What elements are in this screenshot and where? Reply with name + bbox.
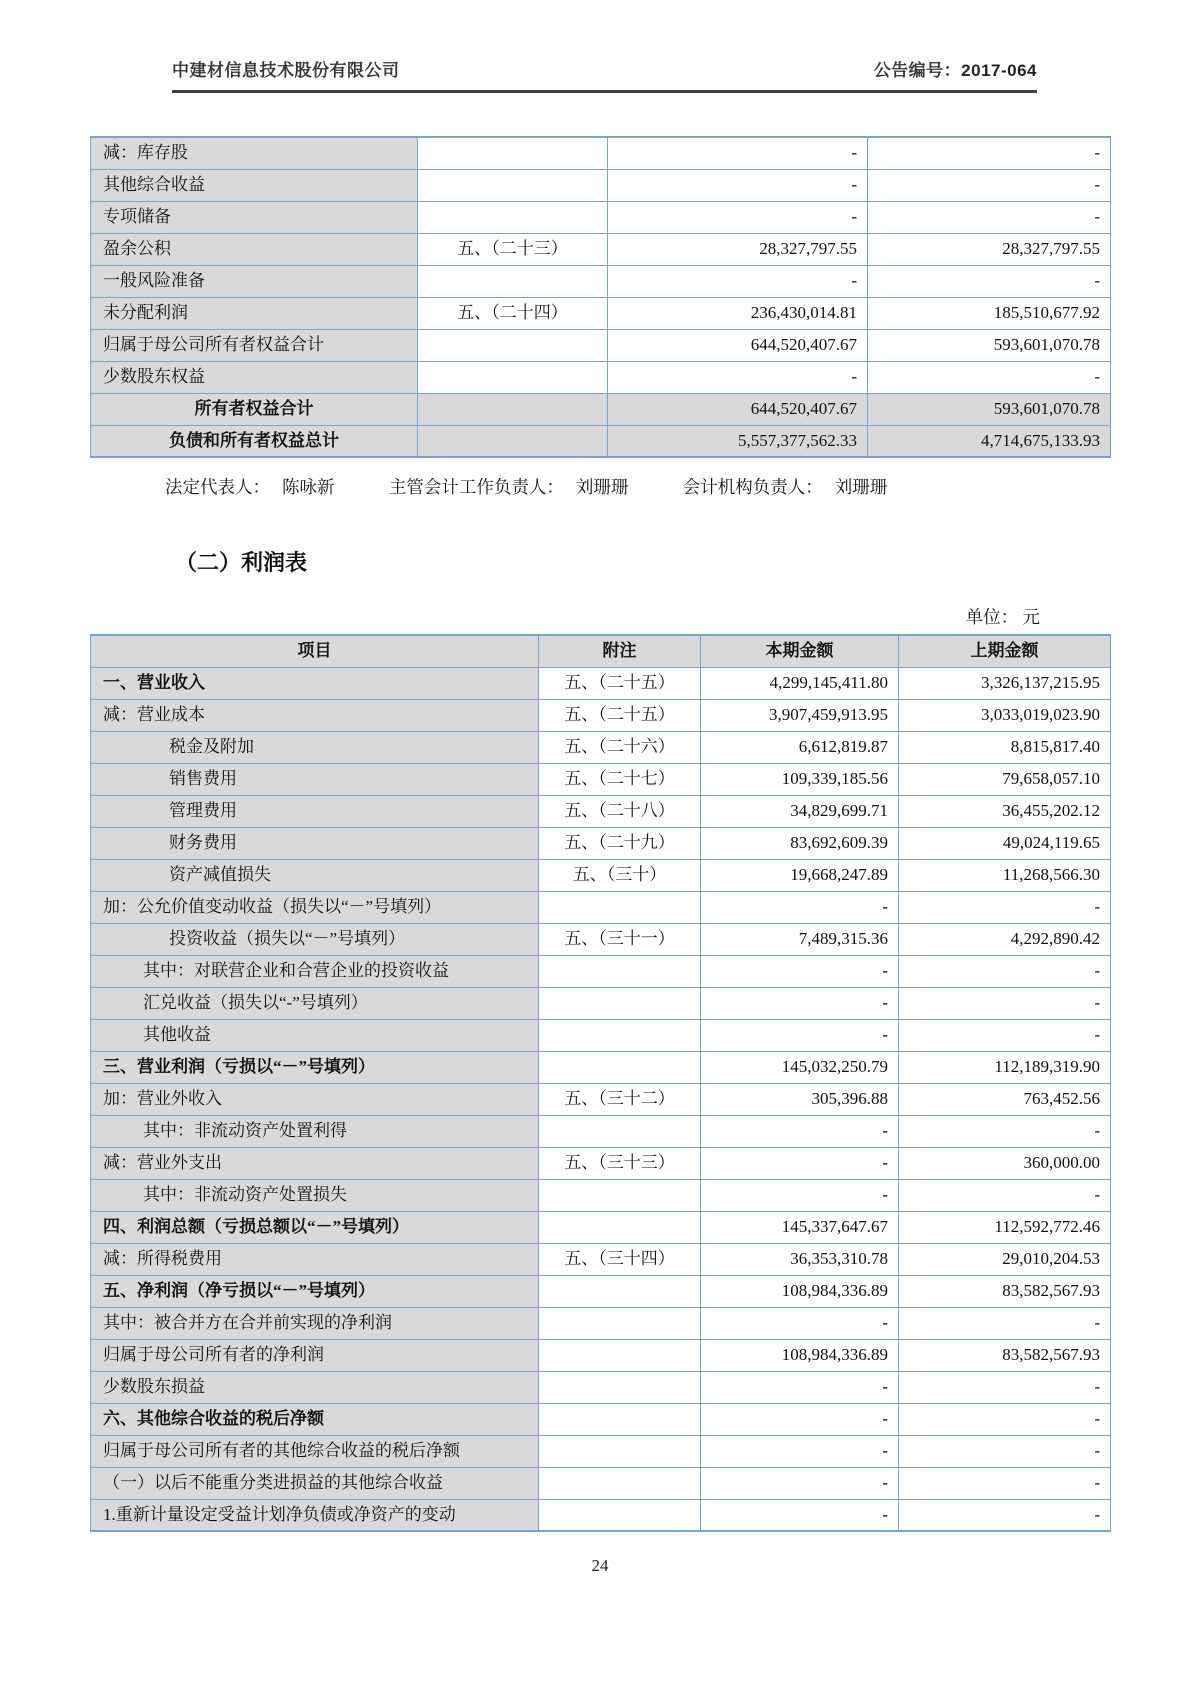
- row-amount-current: 108,984,336.89: [701, 1275, 899, 1307]
- table-row: [91, 827, 1111, 859]
- row-note: [418, 201, 608, 233]
- chief-accountant-label: 主管会计工作负责人：: [388, 477, 564, 497]
- table-row: [91, 329, 1111, 361]
- row-amount-current: -: [701, 1179, 899, 1211]
- table-row: [91, 1339, 1111, 1371]
- page-number: 24: [591, 1556, 609, 1575]
- row-note: 五、（二十八）: [539, 795, 701, 827]
- row-label: 汇兑收益（损失以“-”号填列）: [91, 987, 539, 1019]
- row-note: [418, 425, 608, 457]
- row-note: [539, 1019, 701, 1051]
- table-row: [91, 1371, 1111, 1403]
- column-header-prior-amount: 上期金额: [899, 635, 1111, 667]
- row-amount-current: -: [701, 1115, 899, 1147]
- row-amount-prior: 3,033,019,023.90: [899, 699, 1111, 731]
- row-label: 归属于母公司所有者的其他综合收益的税后净额: [91, 1435, 539, 1467]
- table-row: [91, 859, 1111, 891]
- announcement-number-label: 公告编号：: [873, 61, 962, 80]
- row-amount-current: -: [701, 1307, 899, 1339]
- table-row: [91, 361, 1111, 393]
- table-row: [91, 137, 1111, 169]
- row-amount-prior: -: [899, 1435, 1111, 1467]
- row-note: [539, 1051, 701, 1083]
- row-note: [418, 361, 608, 393]
- table-row: [91, 763, 1111, 795]
- row-amount-current: 644,520,407.67: [608, 329, 868, 361]
- row-amount-current: -: [701, 987, 899, 1019]
- row-label: 专项储备: [91, 201, 418, 233]
- row-amount-current: -: [701, 1499, 899, 1531]
- table-row: [91, 1275, 1111, 1307]
- row-label: 一般风险准备: [91, 265, 418, 297]
- column-header-current-amount: 本期金额: [701, 635, 899, 667]
- row-amount-prior: -: [899, 1019, 1111, 1051]
- table-row: [91, 265, 1111, 297]
- unit-label: 单位： 元: [965, 607, 1040, 627]
- row-label: 其中：对联营企业和合营企业的投资收益: [91, 955, 539, 987]
- row-note: [418, 265, 608, 297]
- table-row: [91, 1499, 1111, 1531]
- row-note: 五、（三十二）: [539, 1083, 701, 1115]
- row-amount-prior: -: [899, 1403, 1111, 1435]
- row-amount-prior: -: [899, 1467, 1111, 1499]
- table-row: [91, 795, 1111, 827]
- row-amount-current: 34,829,699.71: [701, 795, 899, 827]
- row-label: 其他综合收益: [91, 169, 418, 201]
- row-amount-prior: -: [899, 1499, 1111, 1531]
- row-note: [539, 1179, 701, 1211]
- row-note: [539, 1115, 701, 1147]
- row-amount-prior: -: [868, 265, 1111, 297]
- table-row: [91, 1051, 1111, 1083]
- row-label: （一）以后不能重分类进损益的其他综合收益: [91, 1467, 539, 1499]
- row-amount-prior: -: [899, 987, 1111, 1019]
- row-amount-prior: -: [899, 1307, 1111, 1339]
- row-amount-prior: -: [868, 201, 1111, 233]
- table-row: [91, 297, 1111, 329]
- row-amount-prior: 83,582,567.93: [899, 1339, 1111, 1371]
- table-row: [91, 923, 1111, 955]
- table-row: [91, 1403, 1111, 1435]
- row-label: 财务费用: [91, 827, 539, 859]
- row-note: [418, 169, 608, 201]
- table-row: [91, 1307, 1111, 1339]
- row-label: 加：公允价值变动收益（损失以“－”号填列）: [91, 891, 539, 923]
- row-label: 三、营业利润（亏损以“－”号填列）: [91, 1051, 539, 1083]
- row-amount-prior: 112,189,319.90: [899, 1051, 1111, 1083]
- row-amount-current: -: [701, 955, 899, 987]
- row-amount-current: 36,353,310.78: [701, 1243, 899, 1275]
- row-amount-prior: 3,326,137,215.95: [899, 667, 1111, 699]
- row-label: 盈余公积: [91, 233, 418, 265]
- row-amount-current: 109,339,185.56: [701, 763, 899, 795]
- row-label: 一、营业收入: [91, 667, 539, 699]
- accounting-dept-head-label: 会计机构负责人：: [682, 477, 823, 497]
- row-amount-current: 236,430,014.81: [608, 297, 868, 329]
- row-note: [539, 1339, 701, 1371]
- row-label: 其中：非流动资产处置利得: [91, 1115, 539, 1147]
- row-amount-current: 83,692,609.39: [701, 827, 899, 859]
- row-amount-current: -: [701, 1403, 899, 1435]
- row-label: 减：营业外支出: [91, 1147, 539, 1179]
- chief-accountant-name: 刘珊珊: [575, 477, 629, 497]
- table-row: [91, 699, 1111, 731]
- row-label: 管理费用: [91, 795, 539, 827]
- legal-representative: [165, 477, 335, 497]
- table-row: [91, 955, 1111, 987]
- legal-representative-label: 法定代表人：: [165, 477, 270, 497]
- table-row: [91, 169, 1111, 201]
- table-row: [91, 731, 1111, 763]
- row-amount-prior: -: [899, 1179, 1111, 1211]
- table-row: [91, 201, 1111, 233]
- table-row: [91, 393, 1111, 425]
- row-amount-current: -: [608, 361, 868, 393]
- chief-accountant: [389, 477, 629, 497]
- row-amount-prior: 79,658,057.10: [899, 763, 1111, 795]
- row-amount-prior: 112,592,772.46: [899, 1211, 1111, 1243]
- legal-representative-name: 陈咏新: [282, 477, 335, 497]
- row-label: 归属于母公司所有者的净利润: [91, 1339, 539, 1371]
- table-row: [91, 1147, 1111, 1179]
- row-amount-current: -: [701, 1435, 899, 1467]
- row-amount-prior: -: [868, 137, 1111, 169]
- row-amount-current: 644,520,407.67: [608, 393, 868, 425]
- row-amount-prior: -: [868, 361, 1111, 393]
- row-label: 加：营业外收入: [91, 1083, 539, 1115]
- row-amount-prior: 11,268,566.30: [899, 859, 1111, 891]
- row-amount-prior: 49,024,119.65: [899, 827, 1111, 859]
- row-amount-current: -: [701, 1467, 899, 1499]
- equity-table: [90, 136, 1111, 458]
- row-amount-current: -: [608, 169, 868, 201]
- row-note: [539, 1499, 701, 1531]
- row-label: 销售费用: [91, 763, 539, 795]
- row-note: 五、（二十六）: [539, 731, 701, 763]
- row-amount-prior: 28,327,797.55: [868, 233, 1111, 265]
- row-amount-current: 145,032,250.79: [701, 1051, 899, 1083]
- row-amount-prior: -: [899, 1371, 1111, 1403]
- row-note: [418, 137, 608, 169]
- table-row: [91, 1083, 1111, 1115]
- row-note: [418, 393, 608, 425]
- row-amount-current: 3,907,459,913.95: [701, 699, 899, 731]
- table-row: [91, 1467, 1111, 1499]
- row-amount-prior: -: [899, 1115, 1111, 1147]
- signatories-line: [165, 474, 1110, 499]
- row-note: 五、（二十四）: [418, 297, 608, 329]
- row-label: 资产减值损失: [91, 859, 539, 891]
- row-amount-prior: 29,010,204.53: [899, 1243, 1111, 1275]
- row-label: 投资收益（损失以“－”号填列）: [91, 923, 539, 955]
- page-header: [172, 56, 1037, 93]
- row-amount-prior: 593,601,070.78: [868, 329, 1111, 361]
- table-row: [91, 1115, 1111, 1147]
- row-amount-prior: -: [868, 169, 1111, 201]
- row-note: [539, 1211, 701, 1243]
- row-label: 其中：被合并方在合并前实现的净利润: [91, 1307, 539, 1339]
- row-label: 所有者权益合计: [91, 393, 418, 425]
- row-amount-current: 145,337,647.67: [701, 1211, 899, 1243]
- row-amount-current: -: [701, 891, 899, 923]
- row-note: [539, 1403, 701, 1435]
- row-amount-current: 108,984,336.89: [701, 1339, 899, 1371]
- row-amount-current: 305,396.88: [701, 1083, 899, 1115]
- row-note: 五、（三十）: [539, 859, 701, 891]
- row-amount-prior: 36,455,202.12: [899, 795, 1111, 827]
- row-note: [539, 1467, 701, 1499]
- row-amount-current: 4,299,145,411.80: [701, 667, 899, 699]
- row-label: 未分配利润: [91, 297, 418, 329]
- row-amount-prior: 763,452.56: [899, 1083, 1111, 1115]
- table-header-row: [91, 635, 1111, 667]
- table-row: [91, 233, 1111, 265]
- row-amount-current: -: [608, 265, 868, 297]
- row-label: 减：营业成本: [91, 699, 539, 731]
- row-amount-current: -: [701, 1019, 899, 1051]
- table-row: [91, 425, 1111, 457]
- column-header-note: 附注: [539, 635, 701, 667]
- table-row: [91, 1435, 1111, 1467]
- table-row: [91, 987, 1111, 1019]
- row-amount-prior: 360,000.00: [899, 1147, 1111, 1179]
- row-note: [539, 1371, 701, 1403]
- row-amount-current: 5,557,377,562.33: [608, 425, 868, 457]
- row-note: [539, 987, 701, 1019]
- row-amount-prior: -: [899, 891, 1111, 923]
- row-label: 少数股东损益: [91, 1371, 539, 1403]
- announcement-number: [874, 56, 1037, 81]
- row-note: 五、（三十一）: [539, 923, 701, 955]
- row-amount-current: 7,489,315.36: [701, 923, 899, 955]
- company-name: 中建材信息技术股份有限公司: [172, 61, 400, 80]
- row-amount-current: 28,327,797.55: [608, 233, 868, 265]
- table-row: [91, 667, 1111, 699]
- table-row: [91, 1179, 1111, 1211]
- row-note: 五、（二十三）: [418, 233, 608, 265]
- row-amount-current: 19,668,247.89: [701, 859, 899, 891]
- row-amount-prior: 4,292,890.42: [899, 923, 1111, 955]
- row-label: 1.重新计量设定受益计划净负债或净资产的变动: [91, 1499, 539, 1531]
- row-note: [539, 1435, 701, 1467]
- row-label: 负债和所有者权益总计: [91, 425, 418, 457]
- row-amount-prior: -: [899, 955, 1111, 987]
- row-note: 五、（三十三）: [539, 1147, 701, 1179]
- row-note: [418, 329, 608, 361]
- table-row: [91, 1243, 1111, 1275]
- accounting-dept-head-name: 刘珊珊: [834, 477, 888, 497]
- table-row: [91, 1211, 1111, 1243]
- row-amount-prior: 83,582,567.93: [899, 1275, 1111, 1307]
- row-amount-prior: 593,601,070.78: [868, 393, 1111, 425]
- table-row: [91, 891, 1111, 923]
- row-label: 四、利润总额（亏损总额以“－”号填列）: [91, 1211, 539, 1243]
- accounting-dept-head: [683, 477, 888, 497]
- row-label: 减：库存股: [91, 137, 418, 169]
- row-label: 归属于母公司所有者权益合计: [91, 329, 418, 361]
- row-label: 五、净利润（净亏损以“－”号填列）: [91, 1275, 539, 1307]
- row-label: 其中：非流动资产处置损失: [91, 1179, 539, 1211]
- row-amount-current: -: [701, 1371, 899, 1403]
- row-label: 税金及附加: [91, 731, 539, 763]
- row-amount-current: -: [608, 201, 868, 233]
- row-note: [539, 955, 701, 987]
- row-note: [539, 1307, 701, 1339]
- row-label: 其他收益: [91, 1019, 539, 1051]
- row-amount-prior: 185,510,677.92: [868, 297, 1111, 329]
- row-label: 减：所得税费用: [91, 1243, 539, 1275]
- row-amount-current: -: [608, 137, 868, 169]
- row-note: [539, 891, 701, 923]
- row-note: 五、（二十九）: [539, 827, 701, 859]
- section-title: （二）利润表: [175, 550, 308, 575]
- table-row: [91, 1019, 1111, 1051]
- row-label: 少数股东权益: [91, 361, 418, 393]
- row-note: [539, 1275, 701, 1307]
- announcement-number-value: 2017-064: [961, 61, 1037, 80]
- row-amount-prior: 8,815,817.40: [899, 731, 1111, 763]
- income-statement-table: [90, 634, 1111, 1532]
- row-note: 五、（二十五）: [539, 699, 701, 731]
- row-note: 五、（二十七）: [539, 763, 701, 795]
- row-amount-prior: 4,714,675,133.93: [868, 425, 1111, 457]
- row-label: 六、其他综合收益的税后净额: [91, 1403, 539, 1435]
- row-amount-current: 6,612,819.87: [701, 731, 899, 763]
- column-header-item: 项目: [91, 635, 539, 667]
- row-amount-current: -: [701, 1147, 899, 1179]
- row-note: 五、（二十五）: [539, 667, 701, 699]
- row-note: 五、（三十四）: [539, 1243, 701, 1275]
